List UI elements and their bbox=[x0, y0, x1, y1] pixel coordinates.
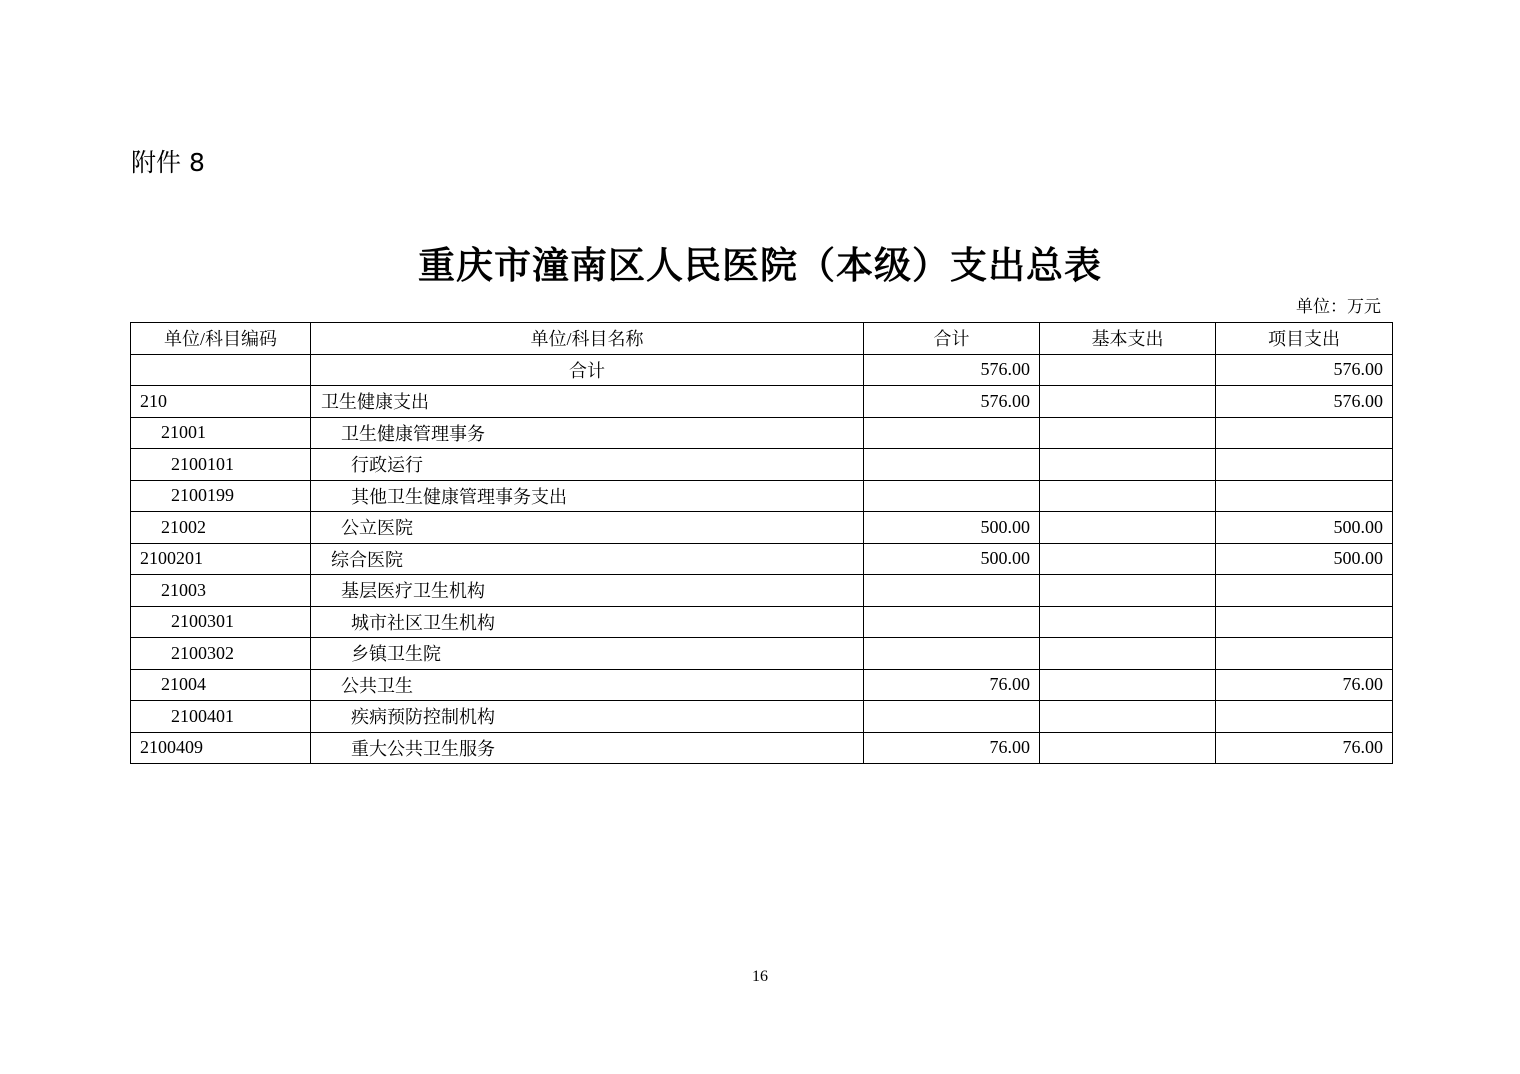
table-row bbox=[131, 638, 1393, 670]
table-row bbox=[131, 606, 1393, 638]
cell-project: 76.00 bbox=[1216, 732, 1393, 764]
cell-code bbox=[131, 354, 311, 386]
cell-basic bbox=[1040, 669, 1216, 701]
cell-total: 500.00 bbox=[864, 512, 1040, 544]
cell-basic bbox=[1040, 512, 1216, 544]
cell-code: 21001 bbox=[131, 417, 311, 449]
cell-name: 综合医院 bbox=[311, 543, 864, 575]
table-row bbox=[131, 512, 1393, 544]
cell-name: 卫生健康管理事务 bbox=[311, 417, 864, 449]
cell-basic bbox=[1040, 638, 1216, 670]
cell-name: 行政运行 bbox=[311, 449, 864, 481]
table-row bbox=[131, 543, 1393, 575]
header-code: 单位/科目编码 bbox=[131, 323, 311, 355]
table-row bbox=[131, 480, 1393, 512]
cell-project bbox=[1216, 606, 1393, 638]
summary-row bbox=[131, 354, 1393, 386]
table-row bbox=[131, 575, 1393, 607]
table-row bbox=[131, 417, 1393, 449]
cell-name: 重大公共卫生服务 bbox=[311, 732, 864, 764]
cell-code: 21004 bbox=[131, 669, 311, 701]
header-project: 项目支出 bbox=[1216, 323, 1393, 355]
header-name: 单位/科目名称 bbox=[311, 323, 864, 355]
cell-name: 城市社区卫生机构 bbox=[311, 606, 864, 638]
cell-project: 500.00 bbox=[1216, 512, 1393, 544]
header-basic: 基本支出 bbox=[1040, 323, 1216, 355]
cell-project bbox=[1216, 480, 1393, 512]
cell-total: 76.00 bbox=[864, 669, 1040, 701]
page-title: 重庆市潼南区人民医院（本级）支出总表 bbox=[418, 244, 1102, 287]
cell-project bbox=[1216, 449, 1393, 481]
cell-total bbox=[864, 480, 1040, 512]
cell-code: 2100201 bbox=[131, 543, 311, 575]
cell-total bbox=[864, 575, 1040, 607]
header-total: 合计 bbox=[864, 323, 1040, 355]
table-row bbox=[131, 449, 1393, 481]
cell-name: 卫生健康支出 bbox=[311, 386, 864, 418]
cell-total: 500.00 bbox=[864, 543, 1040, 575]
cell-project: 576.00 bbox=[1216, 354, 1393, 386]
cell-total bbox=[864, 417, 1040, 449]
cell-total bbox=[864, 638, 1040, 670]
cell-project bbox=[1216, 701, 1393, 733]
cell-project: 576.00 bbox=[1216, 386, 1393, 418]
cell-project bbox=[1216, 638, 1393, 670]
cell-basic bbox=[1040, 480, 1216, 512]
cell-code: 2100409 bbox=[131, 732, 311, 764]
cell-name: 其他卫生健康管理事务支出 bbox=[311, 480, 864, 512]
table-row bbox=[131, 701, 1393, 733]
cell-basic bbox=[1040, 701, 1216, 733]
cell-basic bbox=[1040, 449, 1216, 481]
cell-code: 2100101 bbox=[131, 449, 311, 481]
cell-basic bbox=[1040, 575, 1216, 607]
cell-project bbox=[1216, 417, 1393, 449]
cell-name: 公立医院 bbox=[311, 512, 864, 544]
cell-total bbox=[864, 449, 1040, 481]
table-row bbox=[131, 386, 1393, 418]
table-row bbox=[131, 669, 1393, 701]
table-row bbox=[131, 732, 1393, 764]
attachment-label: 附件 8 bbox=[131, 148, 205, 177]
cell-basic bbox=[1040, 354, 1216, 386]
cell-name: 疾病预防控制机构 bbox=[311, 701, 864, 733]
cell-total: 76.00 bbox=[864, 732, 1040, 764]
cell-code: 2100401 bbox=[131, 701, 311, 733]
expenditure-table bbox=[130, 322, 1393, 764]
cell-total bbox=[864, 701, 1040, 733]
cell-name: 乡镇卫生院 bbox=[311, 638, 864, 670]
cell-name: 合计 bbox=[311, 354, 864, 386]
cell-code: 2100301 bbox=[131, 606, 311, 638]
cell-basic bbox=[1040, 732, 1216, 764]
cell-basic bbox=[1040, 543, 1216, 575]
unit-label: 单位：万元 bbox=[1296, 297, 1381, 316]
cell-name: 公共卫生 bbox=[311, 669, 864, 701]
table-header-row bbox=[131, 323, 1393, 355]
cell-total bbox=[864, 606, 1040, 638]
cell-code: 2100302 bbox=[131, 638, 311, 670]
cell-basic bbox=[1040, 417, 1216, 449]
cell-project bbox=[1216, 575, 1393, 607]
page-number: 16 bbox=[752, 968, 768, 985]
cell-code: 21002 bbox=[131, 512, 311, 544]
cell-name: 基层医疗卫生机构 bbox=[311, 575, 864, 607]
cell-basic bbox=[1040, 386, 1216, 418]
cell-code: 210 bbox=[131, 386, 311, 418]
cell-total: 576.00 bbox=[864, 386, 1040, 418]
cell-project: 76.00 bbox=[1216, 669, 1393, 701]
cell-total: 576.00 bbox=[864, 354, 1040, 386]
cell-code: 2100199 bbox=[131, 480, 311, 512]
cell-basic bbox=[1040, 606, 1216, 638]
cell-project: 500.00 bbox=[1216, 543, 1393, 575]
cell-code: 21003 bbox=[131, 575, 311, 607]
